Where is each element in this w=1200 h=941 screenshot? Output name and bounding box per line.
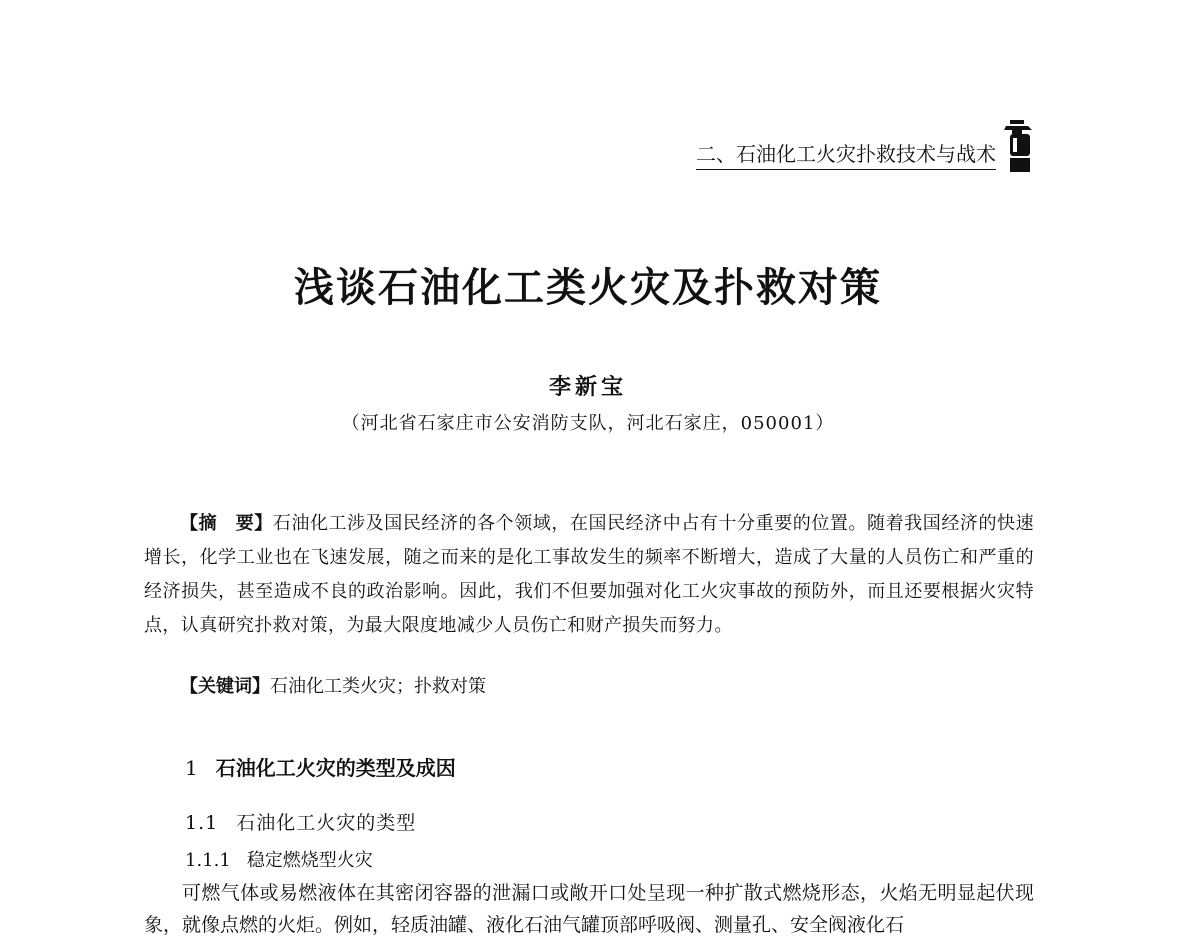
section-number: 1.1 [185, 812, 219, 834]
section-heading-1-1 [185, 808, 416, 835]
abstract-paragraph [144, 507, 1034, 643]
section-title: 稳定燃烧型火灾 [246, 850, 373, 871]
section-number: 1.1.1 [185, 850, 231, 871]
body-paragraph: 可燃气体或易燃液体在其密闭容器的泄漏口或敞开口处呈现一种扩散式燃烧形态，火焰无明显起伏现象，就像点燃的火炬。例如，轻质油罐、液化石油气罐顶部呼吸阀、测量孔、安全阀液化石 [144, 882, 1034, 936]
section-number: 1 [185, 756, 198, 780]
abstract [144, 507, 1034, 643]
section-title: 石油化工火灾的类型及成因 [215, 756, 456, 780]
author-affiliation: （河北省石家庄市公安消防支队，河北石家庄，050001） [341, 413, 835, 434]
abstract-label: 【摘 要】 [180, 513, 273, 534]
article-title: 浅谈石油化工类火灾及扑救对策 [294, 264, 882, 311]
section-heading-1 [185, 752, 456, 781]
keywords-text: 石油化工类火灾；扑救对策 [270, 676, 486, 697]
section-title: 石油化工火灾的类型 [236, 812, 417, 834]
running-header [660, 138, 996, 170]
running-header-label: 二、石油化工火灾扑救技术与战术 [696, 138, 996, 170]
fire-extinguisher-icon [1000, 118, 1038, 174]
section-heading-1-1-1 [185, 846, 373, 872]
abstract-text: 石油化工涉及国民经济的各个领域，在国民经济中占有十分重要的位置。随着我国经济的快速增长，化学工业也在飞速发展，随之而来的是化工事故发生的频率不断增大，造成了大量的人员伤亡和严重的经济损失，甚至造成不良的政治影响。因此，我们不但要加强对化工火灾事故的预防外，而且还要根据火灾特点，认真研究扑救对策，为最大限度地减少人员伤亡和财产损失而努力。 [144, 513, 1034, 636]
keywords [180, 672, 1030, 702]
keywords-label: 【关键词】 [180, 676, 270, 697]
author-name: 李新宝 [548, 374, 627, 400]
